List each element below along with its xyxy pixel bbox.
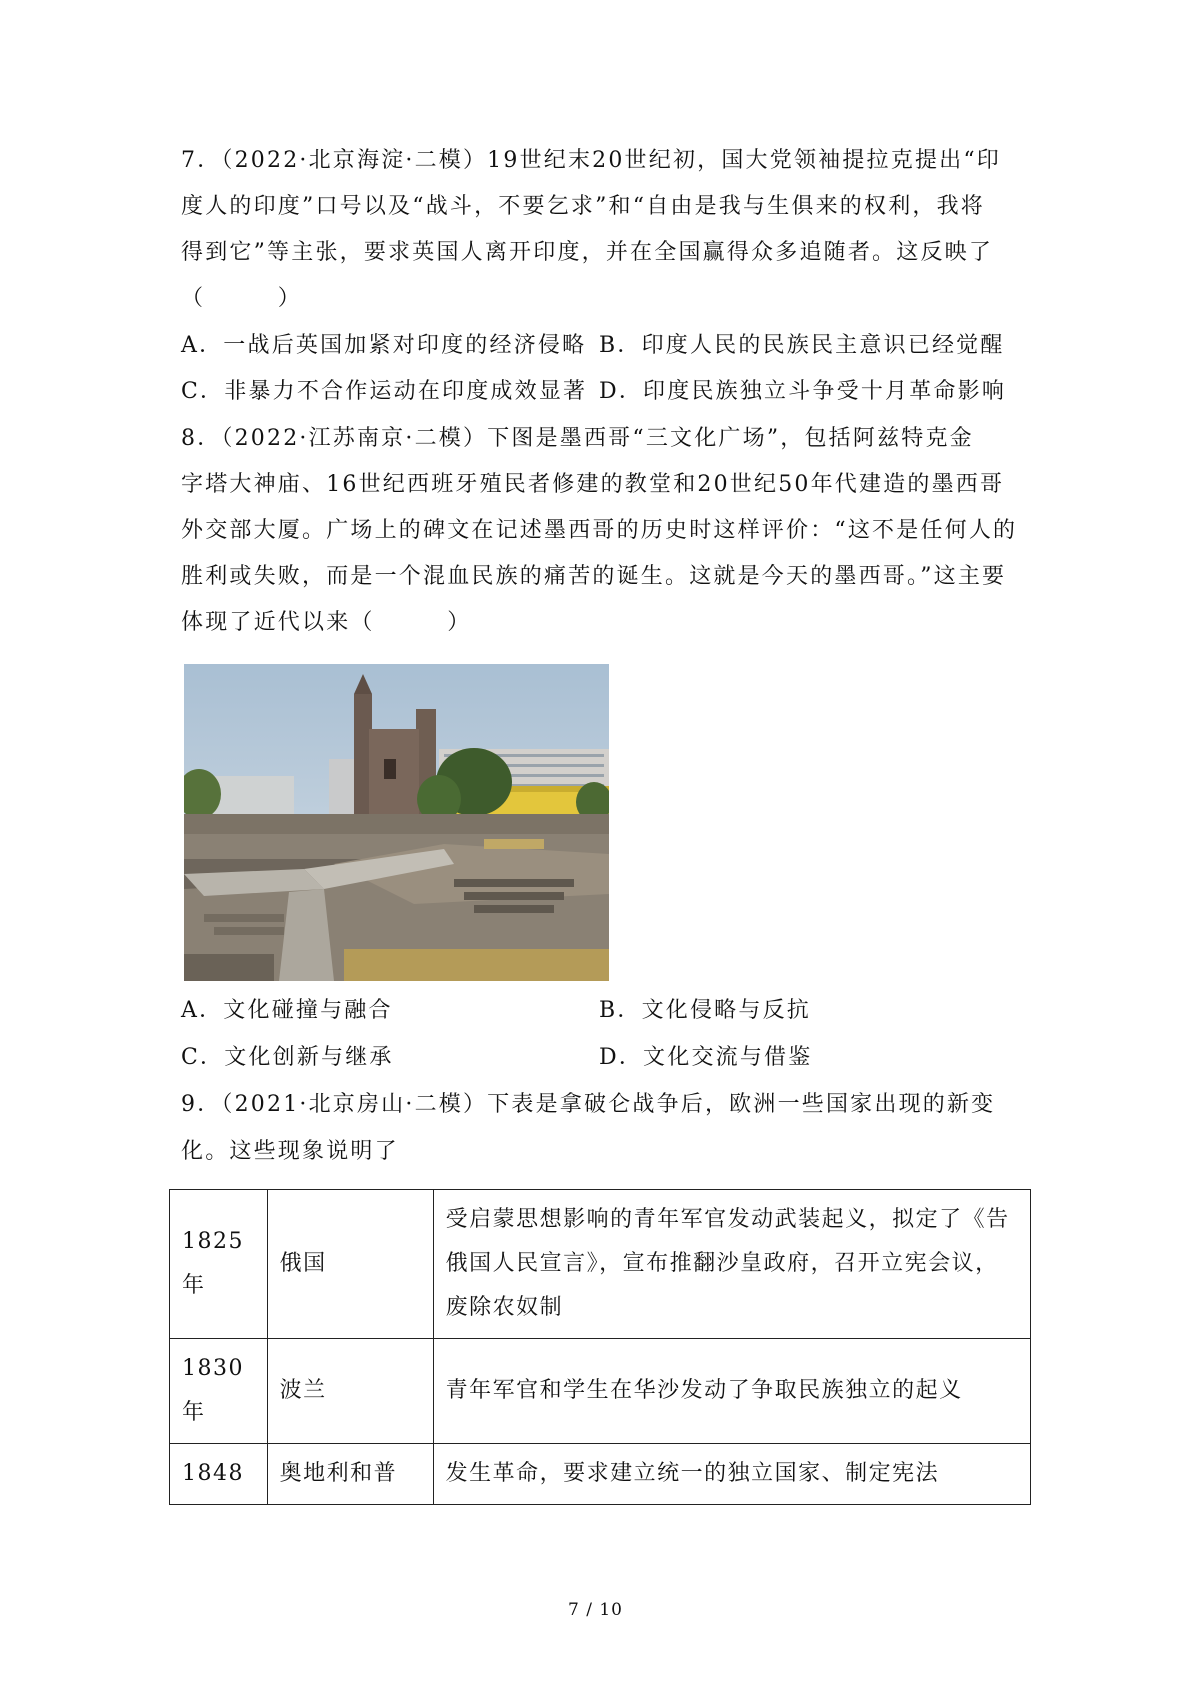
table-row (170, 1190, 1031, 1339)
q8-option-a: A．文化碰撞与融合 (181, 998, 393, 1023)
table-cell-year: 1825年 (170, 1190, 268, 1339)
page-number: 7 / 10 (568, 1600, 623, 1620)
q7-line-2: 度人的印度”口号以及“战斗，不要乞求”和“自由是我与生俱来的权利，我将 (181, 194, 985, 219)
q7-line-3: 得到它”等主张，要求英国人离开印度，并在全国赢得众多追随者。这反映了 (181, 240, 994, 265)
table-row (170, 1444, 1031, 1505)
q8-line-2: 字塔大神庙、16世纪西班牙殖民者修建的教堂和20世纪50年代建造的墨西哥 (181, 472, 1005, 497)
q8-option-b: B．文化侵略与反抗 (599, 998, 811, 1023)
q7-option-a: A．一战后英国加紧对印度的经济侵略 (181, 333, 587, 358)
q8-option-d: D．文化交流与借鉴 (599, 1045, 813, 1070)
table-cell-year: 1830年 (170, 1339, 268, 1444)
table-cell-country: 奥地利和普 (267, 1444, 433, 1505)
q8-line-5: 体现了近代以来（ ） (181, 610, 472, 635)
table-cell-event: 发生革命，要求建立统一的独立国家、制定宪法 (433, 1444, 1030, 1505)
q8-line-1: 8．（2022·江苏南京·二模）下图是墨西哥“三文化广场”，包括阿兹特克金 (181, 426, 974, 451)
q7-option-d: D．印度民族独立斗争受十月革命影响 (599, 379, 1007, 404)
q7-line-1: 7．（2022·北京海淀·二模）19世纪末20世纪初，国大党领袖提拉克提出“印 (181, 148, 1002, 173)
table-row (170, 1339, 1031, 1444)
q8-option-c: C．文化创新与继承 (181, 1045, 394, 1070)
table-cell-country: 俄国 (267, 1190, 433, 1339)
q8-line-3: 外交部大厦。广场上的碑文在记述墨西哥的历史时这样评价：“这不是任何人的 (181, 518, 1018, 543)
q9-line-1: 9．（2021·北京房山·二模）下表是拿破仑战争后，欧洲一些国家出现的新变 (181, 1092, 996, 1117)
q7-option-c: C．非暴力不合作运动在印度成效显著 (181, 379, 588, 404)
table-cell-year: 1848 (170, 1444, 268, 1505)
plaza-photo (184, 664, 609, 981)
table-cell-event: 受启蒙思想影响的青年军官发动武装起义，拟定了《告俄国人民宣言》，宣布推翻沙皇政府，召开立宪会议，废除农奴制 (433, 1190, 1030, 1339)
table-cell-event: 青年军官和学生在华沙发动了争取民族独立的起义 (433, 1339, 1030, 1444)
q9-line-2: 化。这些现象说明了 (181, 1139, 399, 1164)
q8-line-4: 胜利或失败，而是一个混血民族的痛苦的诞生。这就是今天的墨西哥。”这主要 (181, 564, 1007, 589)
q7-line-4: （ ） (181, 286, 303, 311)
q7-option-b: B．印度人民的民族民主意识已经觉醒 (599, 333, 1005, 358)
history-table (169, 1189, 1031, 1505)
table-cell-country: 波兰 (267, 1339, 433, 1444)
